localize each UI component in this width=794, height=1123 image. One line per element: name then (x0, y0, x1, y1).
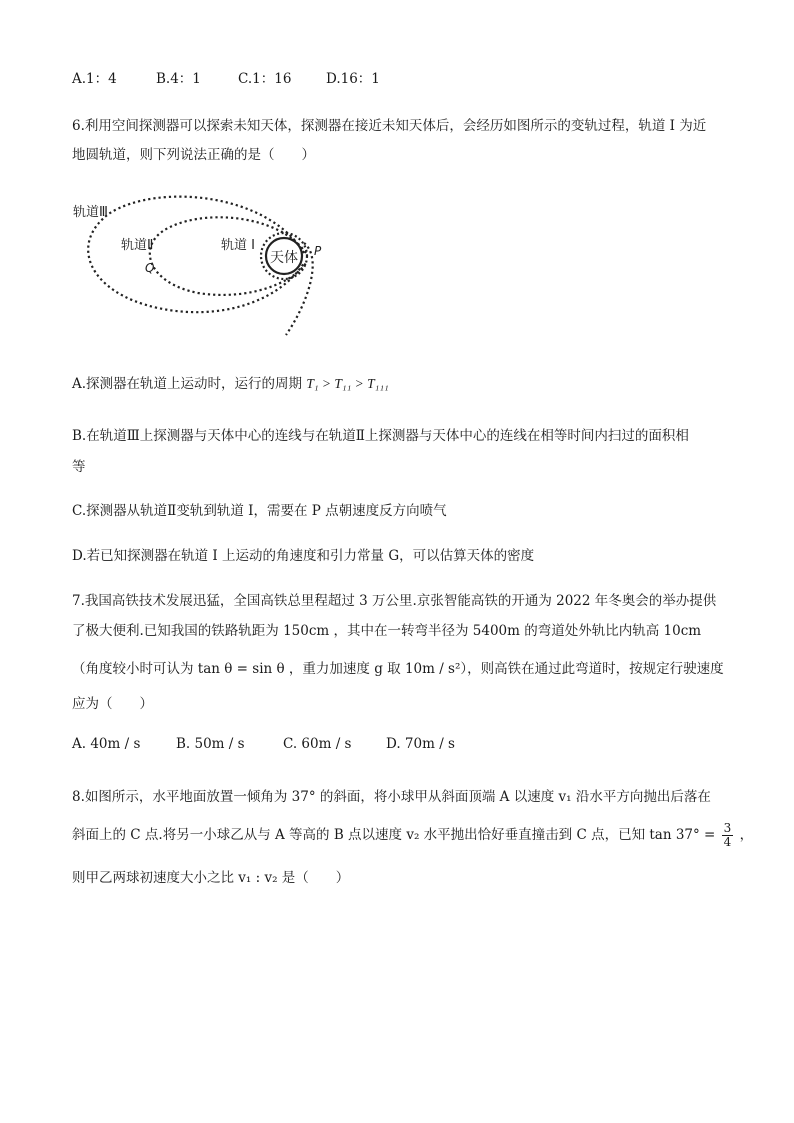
q7-line1: 7.我国高铁技术发展迅猛，全国高铁总里程超过 3 万公里.京张智能高铁的开通为 2022 年冬奥会的举办提供 (72, 593, 717, 609)
q6-option-a (72, 372, 389, 392)
q6-option-b-line2: 等 (72, 459, 86, 475)
q6-option-b-line1: B.在轨道Ⅲ上探测器与天体中心的连线与在轨道Ⅱ上探测器与天体中心的连线在相等时间内扫过的面积相 (72, 428, 689, 444)
q7-option-d: D. 70m / s (386, 736, 455, 752)
orbit-figure (68, 183, 330, 338)
q7-option-a: A. 40m / s (72, 736, 141, 752)
label-body: 天体 (270, 250, 298, 266)
q8-line2 (72, 822, 753, 849)
option-c: C.1：16 (238, 71, 292, 87)
q8-line2-text: 斜面上的 C 点.将另一小球乙从与 A 等高的 B 点以速度 v₂ 水平抛出恰好垂直撞击到 C 点，已知 tan 37° = (72, 827, 716, 843)
q6-stem-line2: 地圆轨道，则下列说法正确的是（ ） (72, 147, 315, 163)
label-orbit-3: 轨道Ⅲ (73, 205, 108, 220)
q7-line3: （角度较小时可认为 tan θ = sin θ ，重力加速度 g 取 10m / s²），则高铁在通过此弯道时，按规定行驶速度 (72, 661, 724, 677)
q8-line2-end: ， (739, 827, 754, 843)
q7-line2: 了极大便利.已知我国的铁路轨距为 150cm ，其中在一转弯半径为 5400m 的弯道处外轨比内轨高 10cm (72, 623, 702, 639)
q7-option-b: B. 50m / s (176, 736, 245, 752)
q7-option-c: C. 60m / s (283, 736, 352, 752)
option-d: D.16：1 (326, 71, 380, 87)
label-orbit-2: 轨道Ⅱ (121, 238, 154, 253)
q6-stem-line1: 6.利用空间探测器可以探索未知天体，探测器在接近未知天体后，会经历如图所示的变轨过程，轨道 I 为近 (72, 118, 707, 134)
q8-fraction (722, 822, 734, 849)
q6-option-d: D.若已知探测器在轨道 I 上运动的角速度和引力常量 G，可以估算天体的密度 (72, 548, 535, 564)
fraction-numerator: 3 (723, 821, 732, 835)
q8-line3: 则甲乙两球初速度大小之比 v₁ : v₂ 是（ ） (72, 870, 350, 886)
option-a: A.1：4 (72, 71, 117, 87)
q6-option-a-text: A.探测器在轨道上运动时，运行的周期 (72, 376, 303, 392)
q7-line4: 应为（ ） (72, 696, 153, 712)
label-Q: Q (145, 261, 155, 275)
q6-option-a-math: T₁ > T₁₁ > T₁₁₁ (306, 376, 389, 391)
label-orbit-1: 轨道 I (221, 238, 255, 253)
fraction-denominator: 4 (723, 835, 732, 849)
q8-line1: 8.如图所示，水平地面放置一倾角为 37° 的斜面，将小球甲从斜面顶端 A 以速度 v₁ 沿水平方向抛出后落在 (72, 789, 711, 805)
label-P: P (314, 244, 322, 258)
q6-option-c: C.探测器从轨道Ⅱ变轨到轨道 I，需要在 P 点朝速度反方向喷气 (72, 503, 447, 519)
option-b: B.4：1 (156, 71, 201, 87)
